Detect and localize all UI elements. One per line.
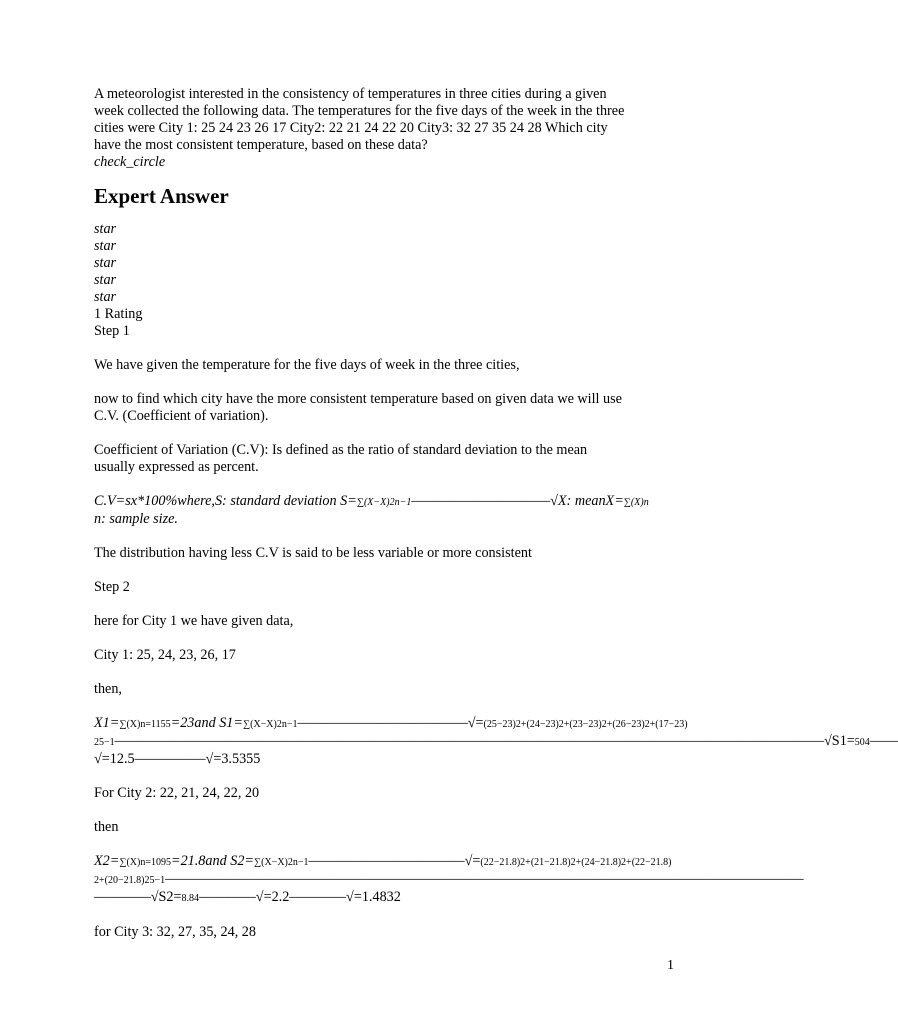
- city2-formula-line3: ————√S2=8.84————√=2.2————√=1.4832: [94, 889, 401, 905]
- cv-formula: C.V=sx*100%where,S: standard deviation S=∑(X−X)2n−1———————————√X: meanX=∑(X)n: [94, 493, 649, 509]
- cv-formula-line2: n: sample size.: [94, 511, 178, 527]
- city1-formula-line2: 25−1——————————————————————————————————————————————————√S1=504——: [94, 733, 898, 749]
- paragraph: C.V. (Coefficient of variation).: [94, 408, 269, 424]
- paragraph: We have given the temperature for the five days of week in the three cities,: [94, 357, 520, 373]
- expert-answer-heading: Expert Answer: [94, 184, 229, 208]
- city1-formula: X1=∑(X)n=1155=23and S1=∑(X−X)2n−1————————————√=(25−23)2+(24−23)2+(23−23)2+(26−23)2+(17−23): [94, 715, 688, 731]
- city2-formula-line2: 2+(20−21.8)25−1—————————————————————————————————————————————: [94, 871, 804, 887]
- paragraph: The distribution having less C.V is said to be less variable or more consistent: [94, 545, 532, 561]
- star-icon: star: [94, 238, 117, 254]
- star-icon: star: [94, 255, 117, 271]
- rating-count: 1 Rating: [94, 306, 143, 322]
- question-line: cities were City 1: 25 24 23 26 17 City2: 22 21 24 22 20 City3: 32 27 35 24 28 Which city: [94, 120, 608, 136]
- star-icon: star: [94, 221, 117, 237]
- paragraph: now to find which city have the more consistent temperature based on given data we will use: [94, 391, 622, 407]
- page-number: 1: [667, 958, 674, 973]
- star-icon: star: [94, 289, 117, 305]
- paragraph: usually expressed as percent.: [94, 459, 259, 475]
- paragraph: then,: [94, 681, 122, 697]
- check-circle-icon: check_circle: [94, 154, 166, 170]
- city-data: for City 3: 32, 27, 35, 24, 28: [94, 924, 256, 940]
- paragraph: then: [94, 819, 119, 835]
- step-label: Step 1: [94, 323, 130, 339]
- paragraph: here for City 1 we have given data,: [94, 613, 294, 629]
- question-line: A meteorologist interested in the consistency of temperatures in three cities during a given: [94, 86, 607, 102]
- step-label: Step 2: [94, 579, 130, 595]
- star-icon: star: [94, 272, 117, 288]
- document-page: [94, 86, 898, 941]
- question-line: have the most consistent temperature, based on these data?: [94, 137, 428, 153]
- city2-formula: X2=∑(X)n=1095=21.8and S2=∑(X−X)2n−1———————————√=(22−21.8)2+(21−21.8)2+(24−21.8)2+(22−21.8): [94, 853, 672, 869]
- paragraph: Coefficient of Variation (C.V): Is defined as the ratio of standard deviation to the mean: [94, 442, 588, 458]
- city-data: City 1: 25, 24, 23, 26, 17: [94, 647, 236, 663]
- city1-formula-line3: √=12.5—————√=3.5355: [94, 751, 261, 767]
- question-line: week collected the following data. The temperatures for the five days of the week in the three: [94, 103, 625, 119]
- city-data: For City 2: 22, 21, 24, 22, 20: [94, 785, 260, 801]
